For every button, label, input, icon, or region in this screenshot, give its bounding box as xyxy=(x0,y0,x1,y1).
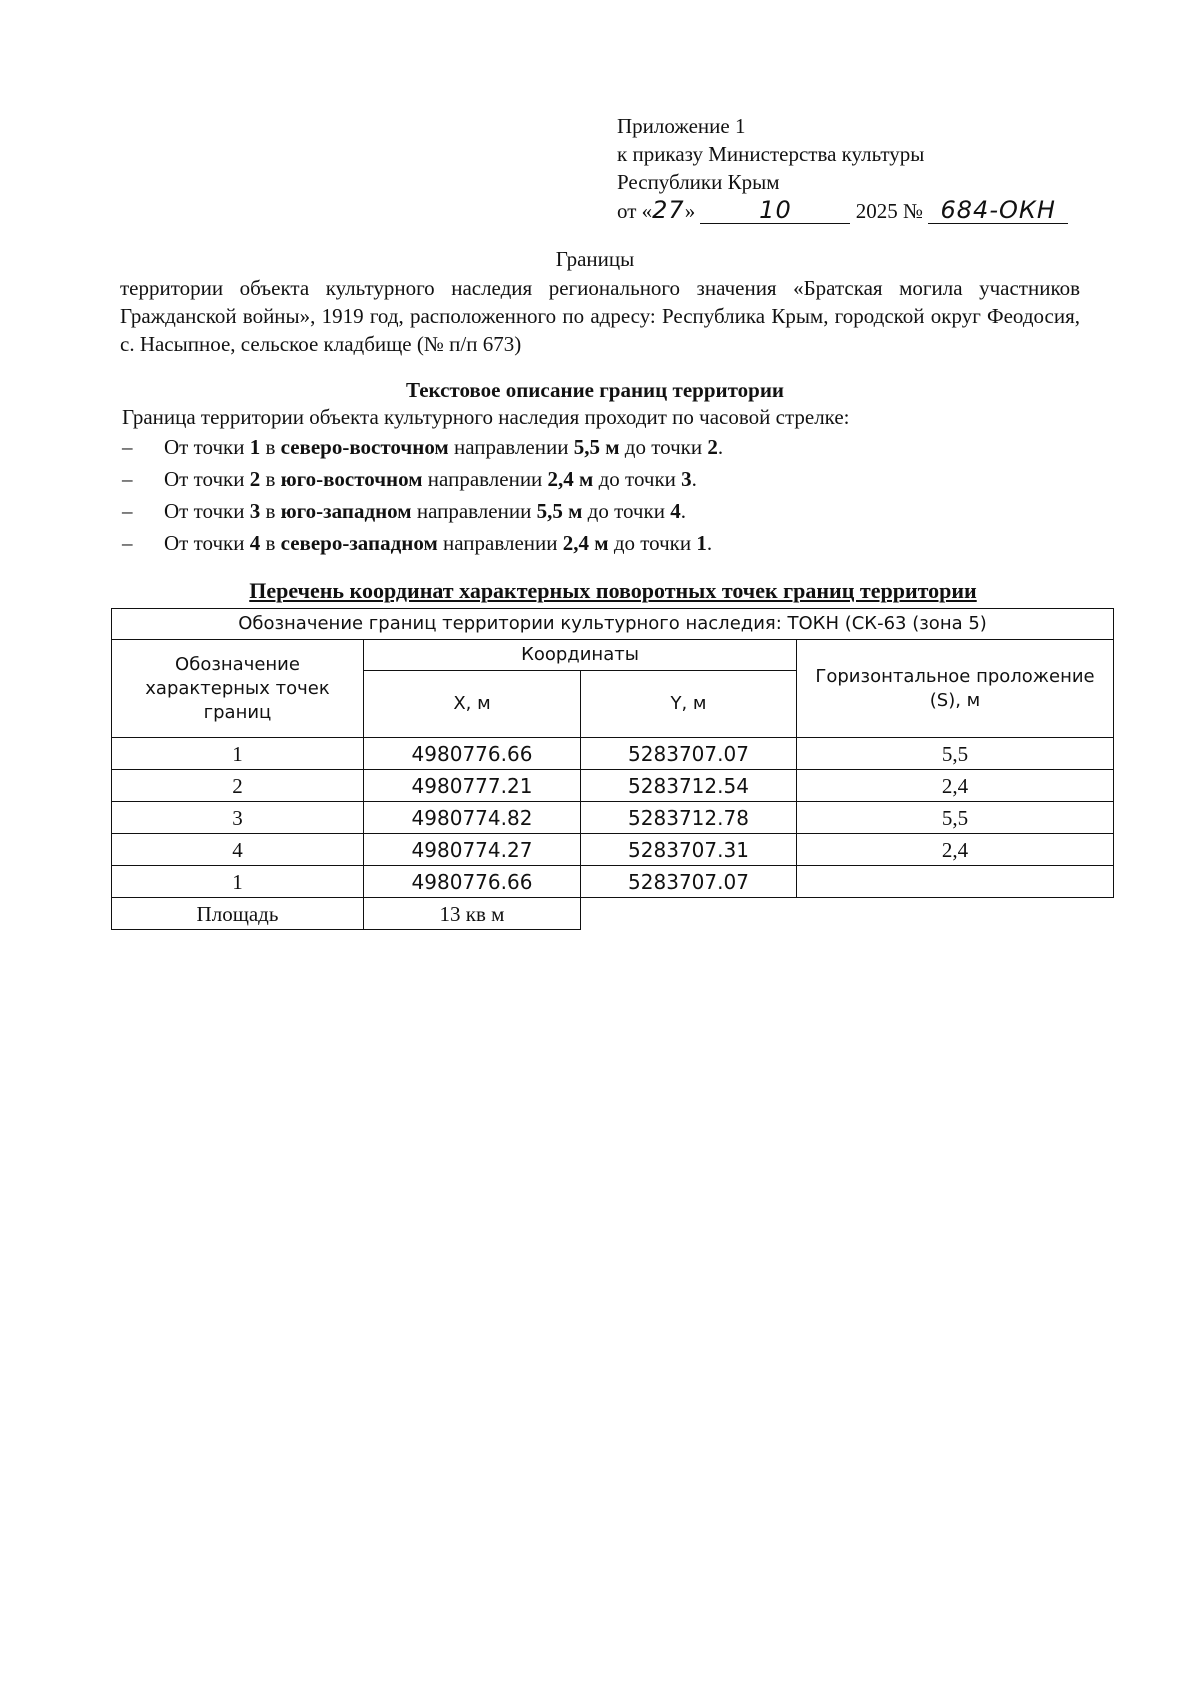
area-row xyxy=(112,898,1114,930)
step-text: направлении xyxy=(453,435,569,459)
step-to: 2 xyxy=(707,435,718,459)
cell-y: 5283707.31 xyxy=(581,834,797,866)
step-text: направлении xyxy=(443,531,558,555)
order-number-handwritten: 684-ОКН xyxy=(940,196,1056,224)
cell-x: 4980776.66 xyxy=(364,866,581,898)
cell-x: 4980776.66 xyxy=(364,738,581,770)
boundary-step: – От точки 3 в юго-западном направлении 5,5 м до точки 4. xyxy=(122,499,686,523)
step-to: 1 xyxy=(696,531,707,555)
step-text: направлении xyxy=(416,499,532,523)
table-row xyxy=(112,738,1114,770)
step-distance: 5,5 м xyxy=(573,435,620,459)
document-subtitle: территории объекта культурного наследия регионального значения «Братская могила участников Гражданской войны», 1919 год, расположенного по адресу: Республика Крым, городской округ Феодосия, с. Насыпное, сельское кладбище (№ п/п 673) xyxy=(120,276,1080,356)
step-distance: 2,4 м xyxy=(547,467,594,491)
annex-line-1: Приложение 1 xyxy=(617,114,746,138)
coordinates-table xyxy=(111,608,1114,930)
annex-line-2: к приказу Министерства культуры xyxy=(617,142,925,166)
annex-date-line xyxy=(617,196,1068,225)
description-heading: Текстовое описание границ территории xyxy=(405,378,785,402)
step-from: 4 xyxy=(249,531,261,555)
header-y: Y, м xyxy=(581,671,797,738)
step-text: От точки xyxy=(164,467,245,491)
document-title: Границы xyxy=(555,247,635,271)
date-year-label: 2025 № xyxy=(855,199,923,223)
step-text: направлении xyxy=(427,467,543,491)
cell-y: 5283707.07 xyxy=(581,738,797,770)
step-direction: северо-восточном xyxy=(280,435,449,459)
step-direction: юго-восточном xyxy=(280,467,423,491)
cell-x: 4980774.82 xyxy=(364,802,581,834)
step-direction: северо-западном xyxy=(280,531,438,555)
cell-x: 4980774.27 xyxy=(364,834,581,866)
step-distance: 5,5 м xyxy=(536,499,583,523)
step-from: 3 xyxy=(249,499,261,523)
table-row xyxy=(112,770,1114,802)
date-mid: » xyxy=(684,199,696,223)
boundary-step: – От точки 4 в северо-западном направлении 2,4 м до точки 1. xyxy=(122,531,713,555)
table-row xyxy=(112,866,1114,898)
cell-point: 2 xyxy=(112,770,364,802)
step-to: 4 xyxy=(670,499,681,523)
empty-cell xyxy=(797,898,1114,930)
empty-cell xyxy=(581,898,797,930)
cell-point: 1 xyxy=(112,866,364,898)
header-x: X, м xyxy=(364,671,581,738)
step-distance: 2,4 м xyxy=(562,531,609,555)
step-text: до точки xyxy=(598,467,676,491)
cell-s xyxy=(797,866,1114,898)
area-value: 13 кв м xyxy=(364,898,581,930)
cell-s: 5,5 xyxy=(797,802,1114,834)
step-text: в xyxy=(265,467,276,491)
step-to: 3 xyxy=(681,467,692,491)
step-text: в xyxy=(265,531,276,555)
step-text: От точки xyxy=(164,531,245,555)
table-row xyxy=(112,802,1114,834)
step-from: 2 xyxy=(249,467,261,491)
annex-line-3: Республики Крым xyxy=(617,170,780,194)
table-caption-row xyxy=(112,609,1114,640)
step-text: в xyxy=(265,499,276,523)
dash-marker: – xyxy=(122,499,133,523)
description-intro: Граница территории объекта культурного наследия проходит по часовой стрелке: xyxy=(122,405,850,429)
cell-s: 2,4 xyxy=(797,834,1114,866)
cell-s: 2,4 xyxy=(797,770,1114,802)
cell-y: 5283707.07 xyxy=(581,866,797,898)
cell-x: 4980777.21 xyxy=(364,770,581,802)
boundary-steps-list xyxy=(122,434,723,562)
table-row xyxy=(112,834,1114,866)
table-caption: Обозначение границ территории культурного наследия: ТОКН (СК-63 (зона 5) xyxy=(112,609,1114,640)
boundary-step: – От точки 1 в северо-восточном направлении 5,5 м до точки 2. xyxy=(122,435,724,459)
dash-marker: – xyxy=(122,531,133,555)
step-text: в xyxy=(265,435,276,459)
date-day-handwritten: 27 xyxy=(652,196,685,224)
header-horizontal-distance: Горизонтальное проложение (S), м xyxy=(797,640,1114,738)
boundary-step: – От точки 2 в юго-восточном направлении 2,4 м до точки 3. xyxy=(122,467,697,491)
cell-point: 1 xyxy=(112,738,364,770)
cell-point: 4 xyxy=(112,834,364,866)
step-from: 1 xyxy=(249,435,261,459)
step-text: От точки xyxy=(164,499,245,523)
step-text: до точки xyxy=(613,531,692,555)
cell-point: 3 xyxy=(112,802,364,834)
date-prefix: от « xyxy=(617,199,653,223)
table-header-row xyxy=(112,640,1114,671)
table-title: Перечень координат характерных поворотных точек границ территории xyxy=(249,578,977,603)
dash-marker: – xyxy=(122,435,133,459)
date-month-handwritten: 10 xyxy=(759,196,792,224)
step-text: до точки xyxy=(587,499,665,523)
order-number-field xyxy=(928,198,1068,224)
cell-y: 5283712.78 xyxy=(581,802,797,834)
step-text: От точки xyxy=(164,435,245,459)
step-direction: юго-западном xyxy=(280,499,412,523)
header-coordinates: Координаты xyxy=(364,640,797,671)
area-label: Площадь xyxy=(112,898,364,930)
step-text: до точки xyxy=(624,435,703,459)
header-points: Обозначение характерных точек границ xyxy=(112,640,364,738)
date-month-field xyxy=(700,198,850,224)
cell-s: 5,5 xyxy=(797,738,1114,770)
dash-marker: – xyxy=(122,467,133,491)
annex-header xyxy=(617,112,1068,225)
cell-y: 5283712.54 xyxy=(581,770,797,802)
